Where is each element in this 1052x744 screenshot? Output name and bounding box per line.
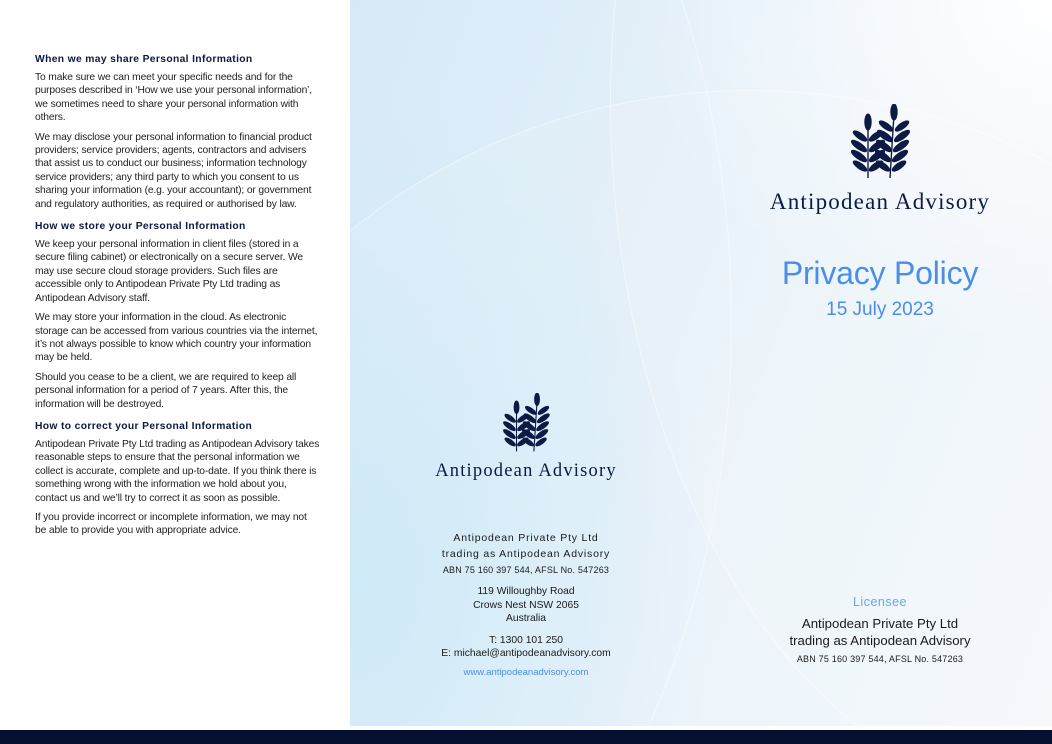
licensee-info bbox=[755, 594, 1005, 664]
paragraph: We may disclose your personal information to financial product providers; service providers; agents, contractors and advisers that assist us to conduct our business; information technology service providers; any third party to which you consent to us sharing your information (e.g. your accountant); or government and regulatory authorities, as required or authorised by law. bbox=[35, 131, 312, 210]
paragraph: We keep your personal information in client files (stored in a secure filing cabinet) or electronically on a secure server. We may use secure cloud storage providers. Such files are accessible only to Antipodean Private Pty Ltd trading as Antipodean Advisory staff. bbox=[35, 239, 303, 304]
policy-text bbox=[35, 53, 320, 544]
section-storage bbox=[35, 220, 320, 411]
licensee-label: Licensee bbox=[852, 595, 908, 609]
email-link[interactable]: E: michael@antipodeanadvisory.com bbox=[441, 648, 611, 659]
document-title: Privacy Policy bbox=[781, 255, 979, 291]
section-correction bbox=[35, 420, 320, 538]
paragraph: Antipodean Private Pty Ltd trading as Antipodean Advisory takes reasonable steps to ensure that the personal information we collect is accurate, complete and up-to-date. If you think there is something wrong with the information we hold about you, contact us and we’ll try to correct it as soon as possible. bbox=[35, 438, 320, 504]
cover-logo bbox=[755, 104, 1005, 215]
phone-number: T: 1300 101 250 bbox=[489, 634, 563, 646]
footer-bar bbox=[0, 730, 1052, 744]
company-name: Antipodean Private Pty Ltd bbox=[453, 532, 599, 544]
section-heading: When we may share Personal Information bbox=[35, 54, 253, 65]
licensee-name: Antipodean Private Pty Ltd bbox=[801, 616, 959, 631]
fern-leaves-icon bbox=[844, 104, 916, 180]
trading-name: trading as Antipodean Advisory bbox=[441, 548, 611, 560]
document-date: 15 July 2023 bbox=[826, 299, 934, 320]
back-logo bbox=[430, 393, 622, 482]
licensee-abn: ABN 75 160 397 544, AFSL No. 547263 bbox=[796, 654, 964, 664]
paragraph: Should you cease to be a client, we are required to keep all personal information for a period of 7 years. After this, the information will be destroyed. bbox=[35, 371, 297, 410]
section-heading: How to correct your Personal Information bbox=[35, 420, 253, 432]
address-line: Australia bbox=[505, 613, 547, 624]
licensee-trading-name: trading as Antipodean Advisory bbox=[789, 632, 971, 648]
address-line: 119 Willoughby Road bbox=[477, 586, 575, 597]
outside-panels bbox=[350, 0, 1052, 726]
fern-leaves-icon bbox=[497, 393, 555, 453]
brand-name: Antipodean Advisory bbox=[769, 189, 991, 214]
paragraph: If you provide incorrect or incomplete information, we may not be able to provide you with appropriate advice. bbox=[35, 511, 307, 537]
address-line: Crows Nest NSW 2065 bbox=[473, 599, 579, 611]
contact-details bbox=[420, 530, 632, 679]
brand-name: Antipodean Advisory bbox=[435, 461, 617, 481]
paragraph: We may store your information in the cloud. As electronic storage can be accessed from various countries via the internet, it’s not always possible to know which country your information may be held. bbox=[35, 312, 318, 364]
abn-afsl: ABN 75 160 397 544, AFSL No. 547263 bbox=[442, 565, 610, 575]
paragraph: To make sure we can meet your specific needs and for the purposes described in ‘How we use your personal information’, we sometimes need to share your personal information with others. bbox=[35, 72, 313, 124]
website-link[interactable]: www.antipodeanadvisory.com bbox=[463, 666, 589, 678]
inside-panel bbox=[0, 0, 350, 726]
section-heading: How we store your Personal Information bbox=[35, 221, 246, 233]
section-sharing bbox=[35, 53, 320, 211]
